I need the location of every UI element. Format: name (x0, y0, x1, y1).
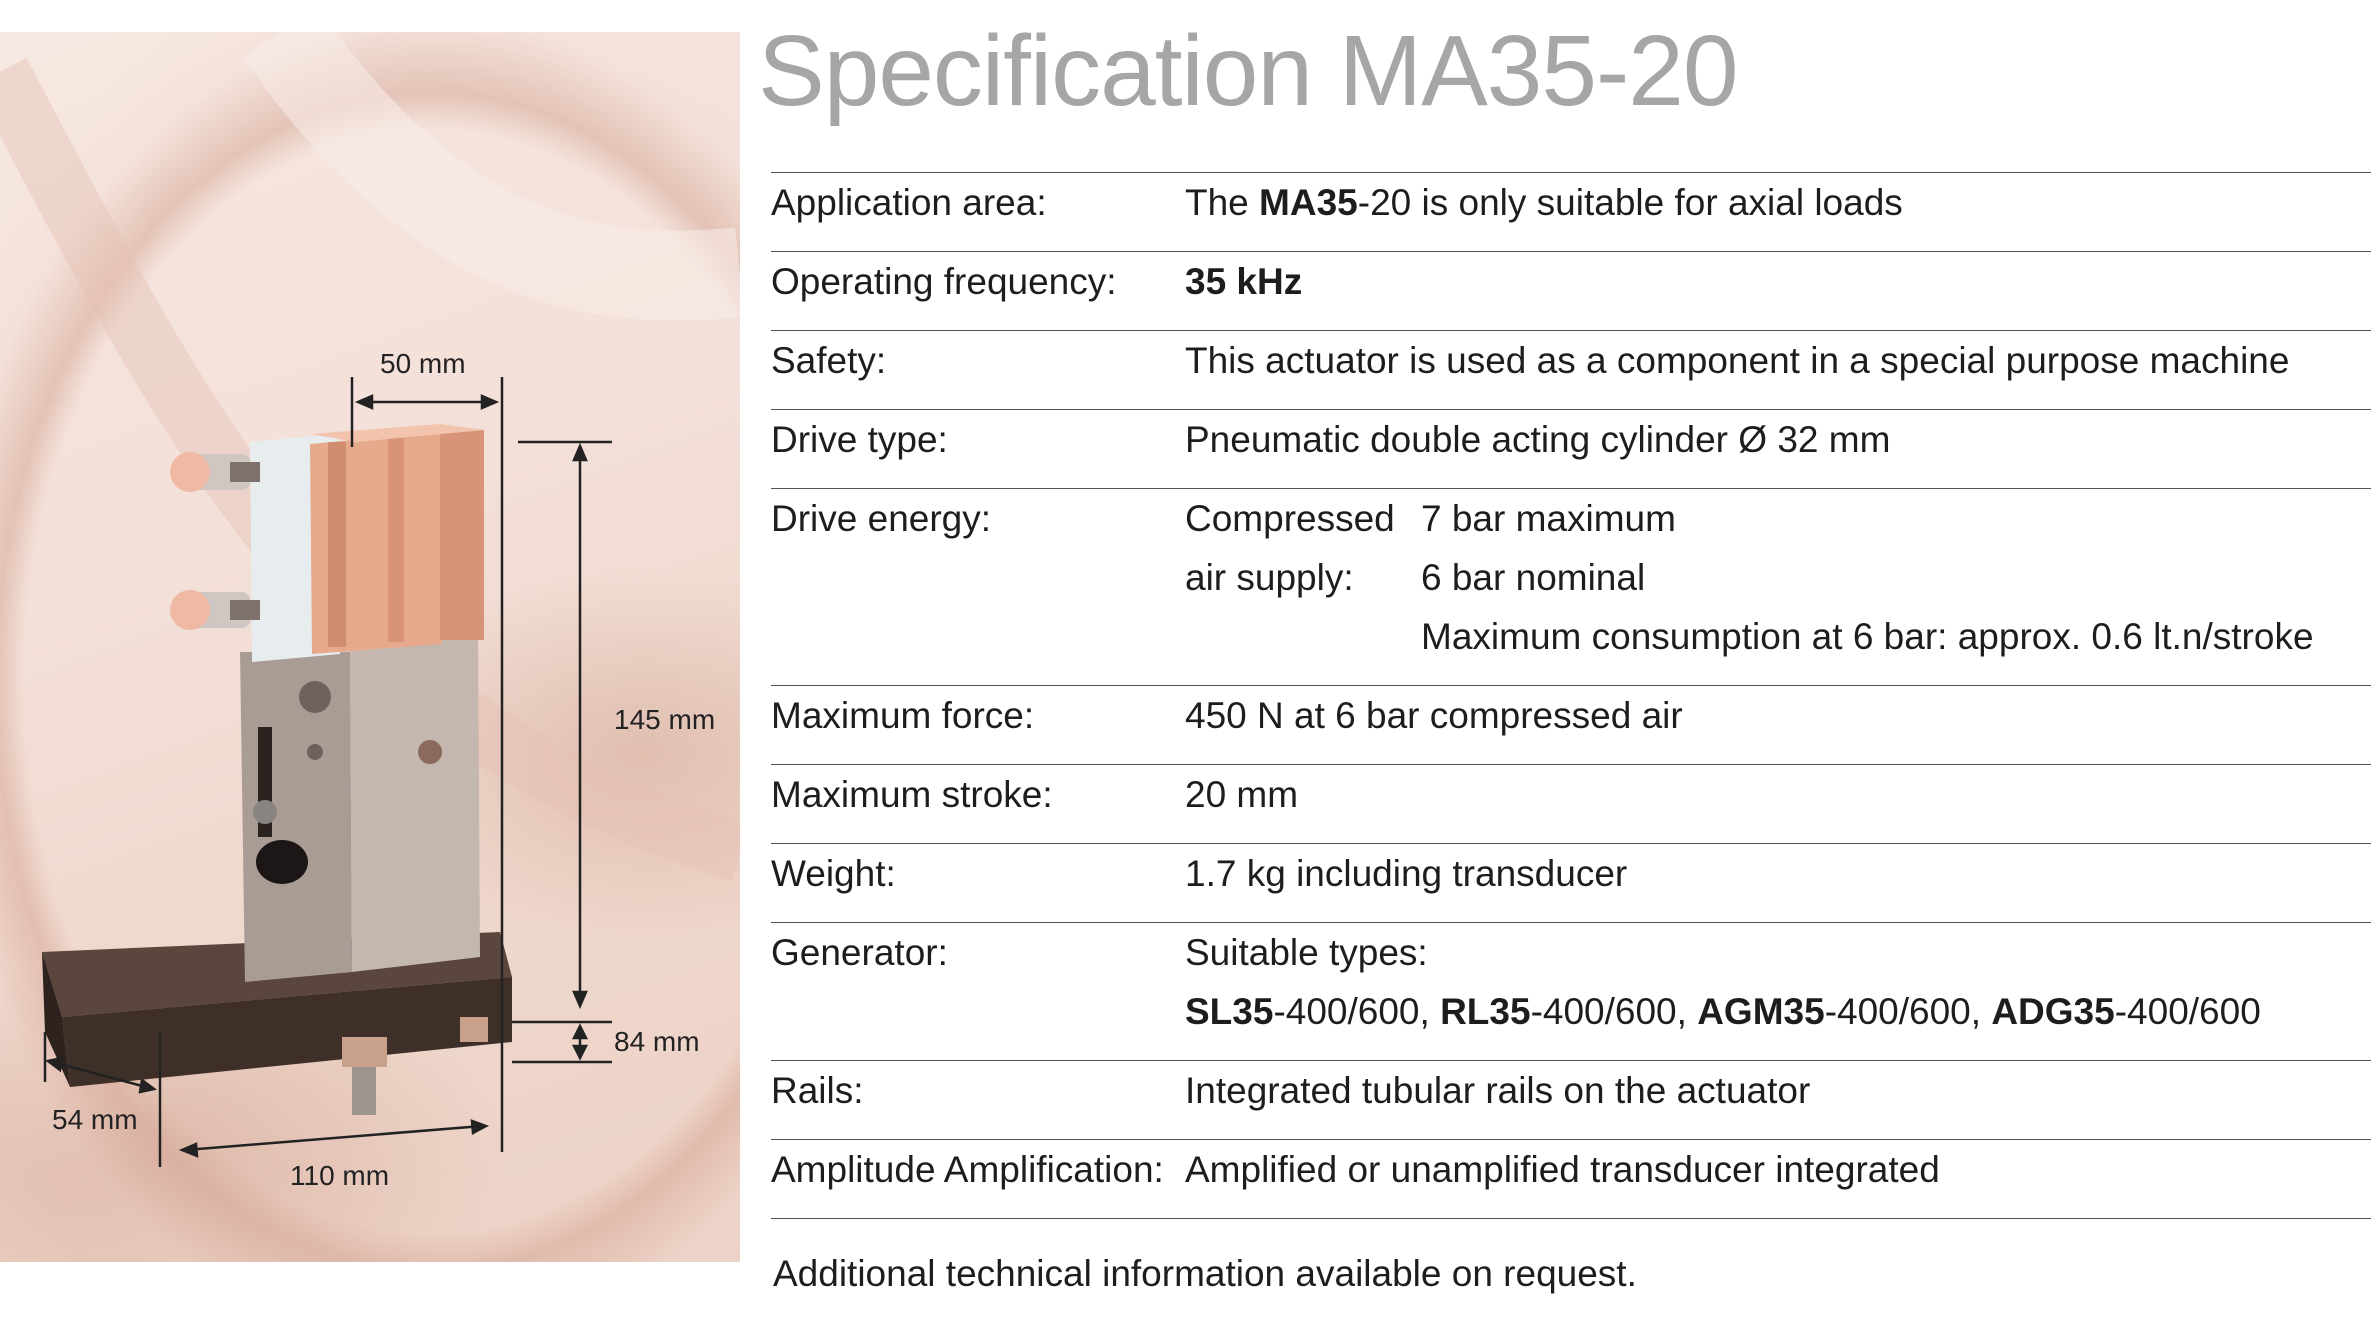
model-name-bold: MA35 (1259, 182, 1358, 223)
spec-row-weight (771, 843, 2371, 922)
spec-value: 20 mm (1185, 774, 1299, 815)
drive-energy-values (1421, 489, 2371, 666)
spec-value: Amplified or unamplified transducer integrated (1185, 1149, 1940, 1190)
dimension-length-label: 110 mm (290, 1160, 390, 1191)
spec-value: Integrated tubular rails on the actuator (1185, 1070, 1811, 1111)
spec-value: Pneumatic double acting cylinder Ø 32 mm (1185, 419, 1891, 460)
table-bottom-rule (771, 1218, 2371, 1219)
actuator-illustration (0, 32, 740, 1262)
spec-row-amplitude (771, 1139, 2371, 1218)
generator-types (1185, 982, 2371, 1041)
spec-label: Application area: (771, 182, 1047, 223)
spec-row-drive-energy (771, 488, 2371, 685)
spec-label: Operating frequency: (771, 261, 1117, 302)
spec-row-generator (771, 922, 2371, 1060)
separator: , (1676, 991, 1698, 1032)
spec-value (1185, 923, 2371, 1041)
generator-type-suffix: -400/600 (2114, 991, 2261, 1032)
generator-type-suffix: -400/600 (1530, 991, 1677, 1032)
dimension-depth-label: 54 mm (52, 1104, 138, 1135)
spec-row-drive-type (771, 409, 2371, 488)
spec-row-application-area (771, 172, 2371, 251)
spec-label: Amplitude Amplification: (771, 1149, 1164, 1190)
drive-energy-sublabel (1185, 489, 1421, 666)
dimension-height-label: 145 mm (614, 704, 716, 735)
generator-intro: Suitable types: (1185, 932, 1428, 973)
dimension-foot-height-label: 84 mm (614, 1026, 700, 1057)
spec-label: Safety: (771, 340, 887, 381)
application-suffix: is only suitable for axial loads (1411, 182, 1903, 223)
product-photo (0, 32, 740, 1262)
page-title: Specification MA35-20 (758, 15, 1738, 127)
model-name-suffix: -20 (1357, 182, 1412, 223)
footer-note: Additional technical information available on request. (773, 1253, 1637, 1294)
dimension-width-label: 50 mm (380, 348, 466, 379)
spec-label: Rails: (771, 1070, 864, 1111)
spec-value: 35 kHz (1185, 261, 1303, 302)
generator-type-name: RL35 (1440, 991, 1531, 1032)
spec-label: Drive type: (771, 419, 948, 460)
generator-type-suffix: -400/600 (1273, 991, 1420, 1032)
drive-energy-line: 7 bar maximum (1421, 498, 1676, 539)
spec-value: This actuator is used as a component in a special purpose machine (1185, 340, 2290, 381)
sublabel-line: air supply: (1185, 557, 1354, 598)
generator-type-name: ADG35 (1991, 991, 2115, 1032)
separator: , (1419, 991, 1441, 1032)
spec-row-maximum-stroke (771, 764, 2371, 843)
separator: , (1970, 991, 1992, 1032)
spec-value (1185, 173, 2371, 232)
generator-type-suffix: -400/600 (1824, 991, 1971, 1032)
spec-label: Maximum stroke: (771, 774, 1053, 815)
spec-label: Weight: (771, 853, 896, 894)
spec-label: Drive energy: (771, 498, 992, 539)
sublabel-line: Compressed (1185, 498, 1395, 539)
spec-table (771, 172, 2371, 1219)
generator-type-name: AGM35 (1697, 991, 1825, 1032)
generator-type-name: SL35 (1185, 991, 1274, 1032)
drive-energy-line: 6 bar nominal (1421, 557, 1646, 598)
spec-value: 1.7 kg including transducer (1185, 853, 1628, 894)
spec-label: Generator: (771, 932, 948, 973)
spec-row-operating-frequency (771, 251, 2371, 330)
spec-label: Maximum force: (771, 695, 1035, 736)
spec-row-rails (771, 1060, 2371, 1139)
spec-row-safety (771, 330, 2371, 409)
spec-value (1185, 489, 2371, 666)
spec-row-maximum-force (771, 685, 2371, 764)
drive-energy-line: Maximum consumption at 6 bar: approx. 0.6 lt.n/stroke (1421, 616, 2314, 657)
spec-value: 450 N at 6 bar compressed air (1185, 695, 1683, 736)
application-prefix: The (1185, 182, 1260, 223)
